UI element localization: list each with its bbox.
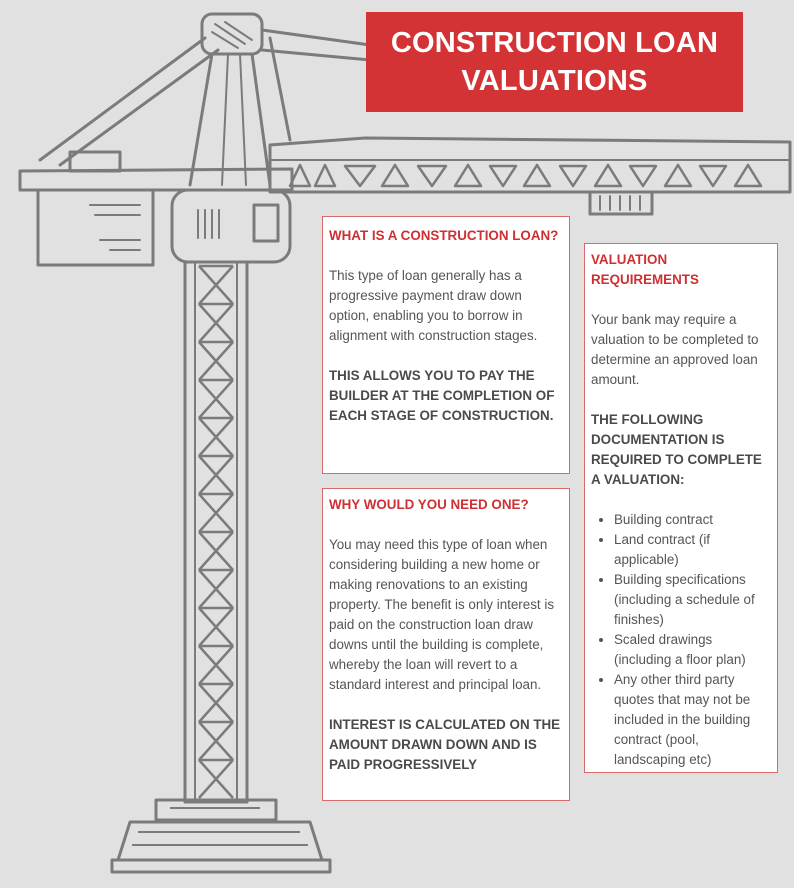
title-line-2: VALUATIONS [461, 65, 648, 97]
list-item: • Building specifications (including a schedule of finishes) [614, 570, 772, 630]
what-is-body: This type of loan generally has a progressive payment draw down option, enabling you to borrow in alignment with construction stages. [329, 268, 538, 343]
what-is-heading: WHAT IS A CONSTRUCTION LOAN? [329, 228, 559, 243]
what-is-emphasis: THIS ALLOWS YOU TO PAY THE BUILDER AT THE COMPLETION OF EACH STAGE OF CONSTRUCTION. [329, 368, 555, 423]
title-banner [366, 12, 743, 112]
requirements-emphasis: THE FOLLOWING DOCUMENTATION IS REQUIRED TO COMPLETE A VALUATION: [591, 412, 762, 487]
requirements-body: Your bank may require a valuation to be completed to determine an approved loan amount. [591, 312, 759, 387]
requirements-heading: VALUATION REQUIREMENTS [591, 252, 699, 287]
why-heading: WHY WOULD YOU NEED ONE? [329, 497, 529, 512]
requirements-list [591, 510, 772, 770]
why-emphasis: INTEREST IS CALCULATED ON THE AMOUNT DRAWN DOWN AND IS PAID PROGRESSIVELY [329, 717, 561, 772]
list-item: • Scaled drawings (including a floor plan) [614, 630, 772, 670]
what-is-card [322, 216, 570, 474]
list-item: • Any other third party quotes that may not be included in the building contract (pool, landscaping etc) [614, 670, 772, 770]
why-card [322, 488, 570, 801]
requirements-card [584, 243, 778, 773]
why-body: You may need this type of loan when considering building a new home or making renovations to an existing property. The benefit is only interest is paid on the construction loan draw downs until the building is complete, whereby the loan will revert to a standard interest and principal loan. [329, 537, 555, 692]
list-item: • Building contract [614, 510, 772, 530]
list-item: • Land contract (if applicable) [614, 530, 772, 570]
title-line-1: CONSTRUCTION LOAN [390, 27, 719, 59]
